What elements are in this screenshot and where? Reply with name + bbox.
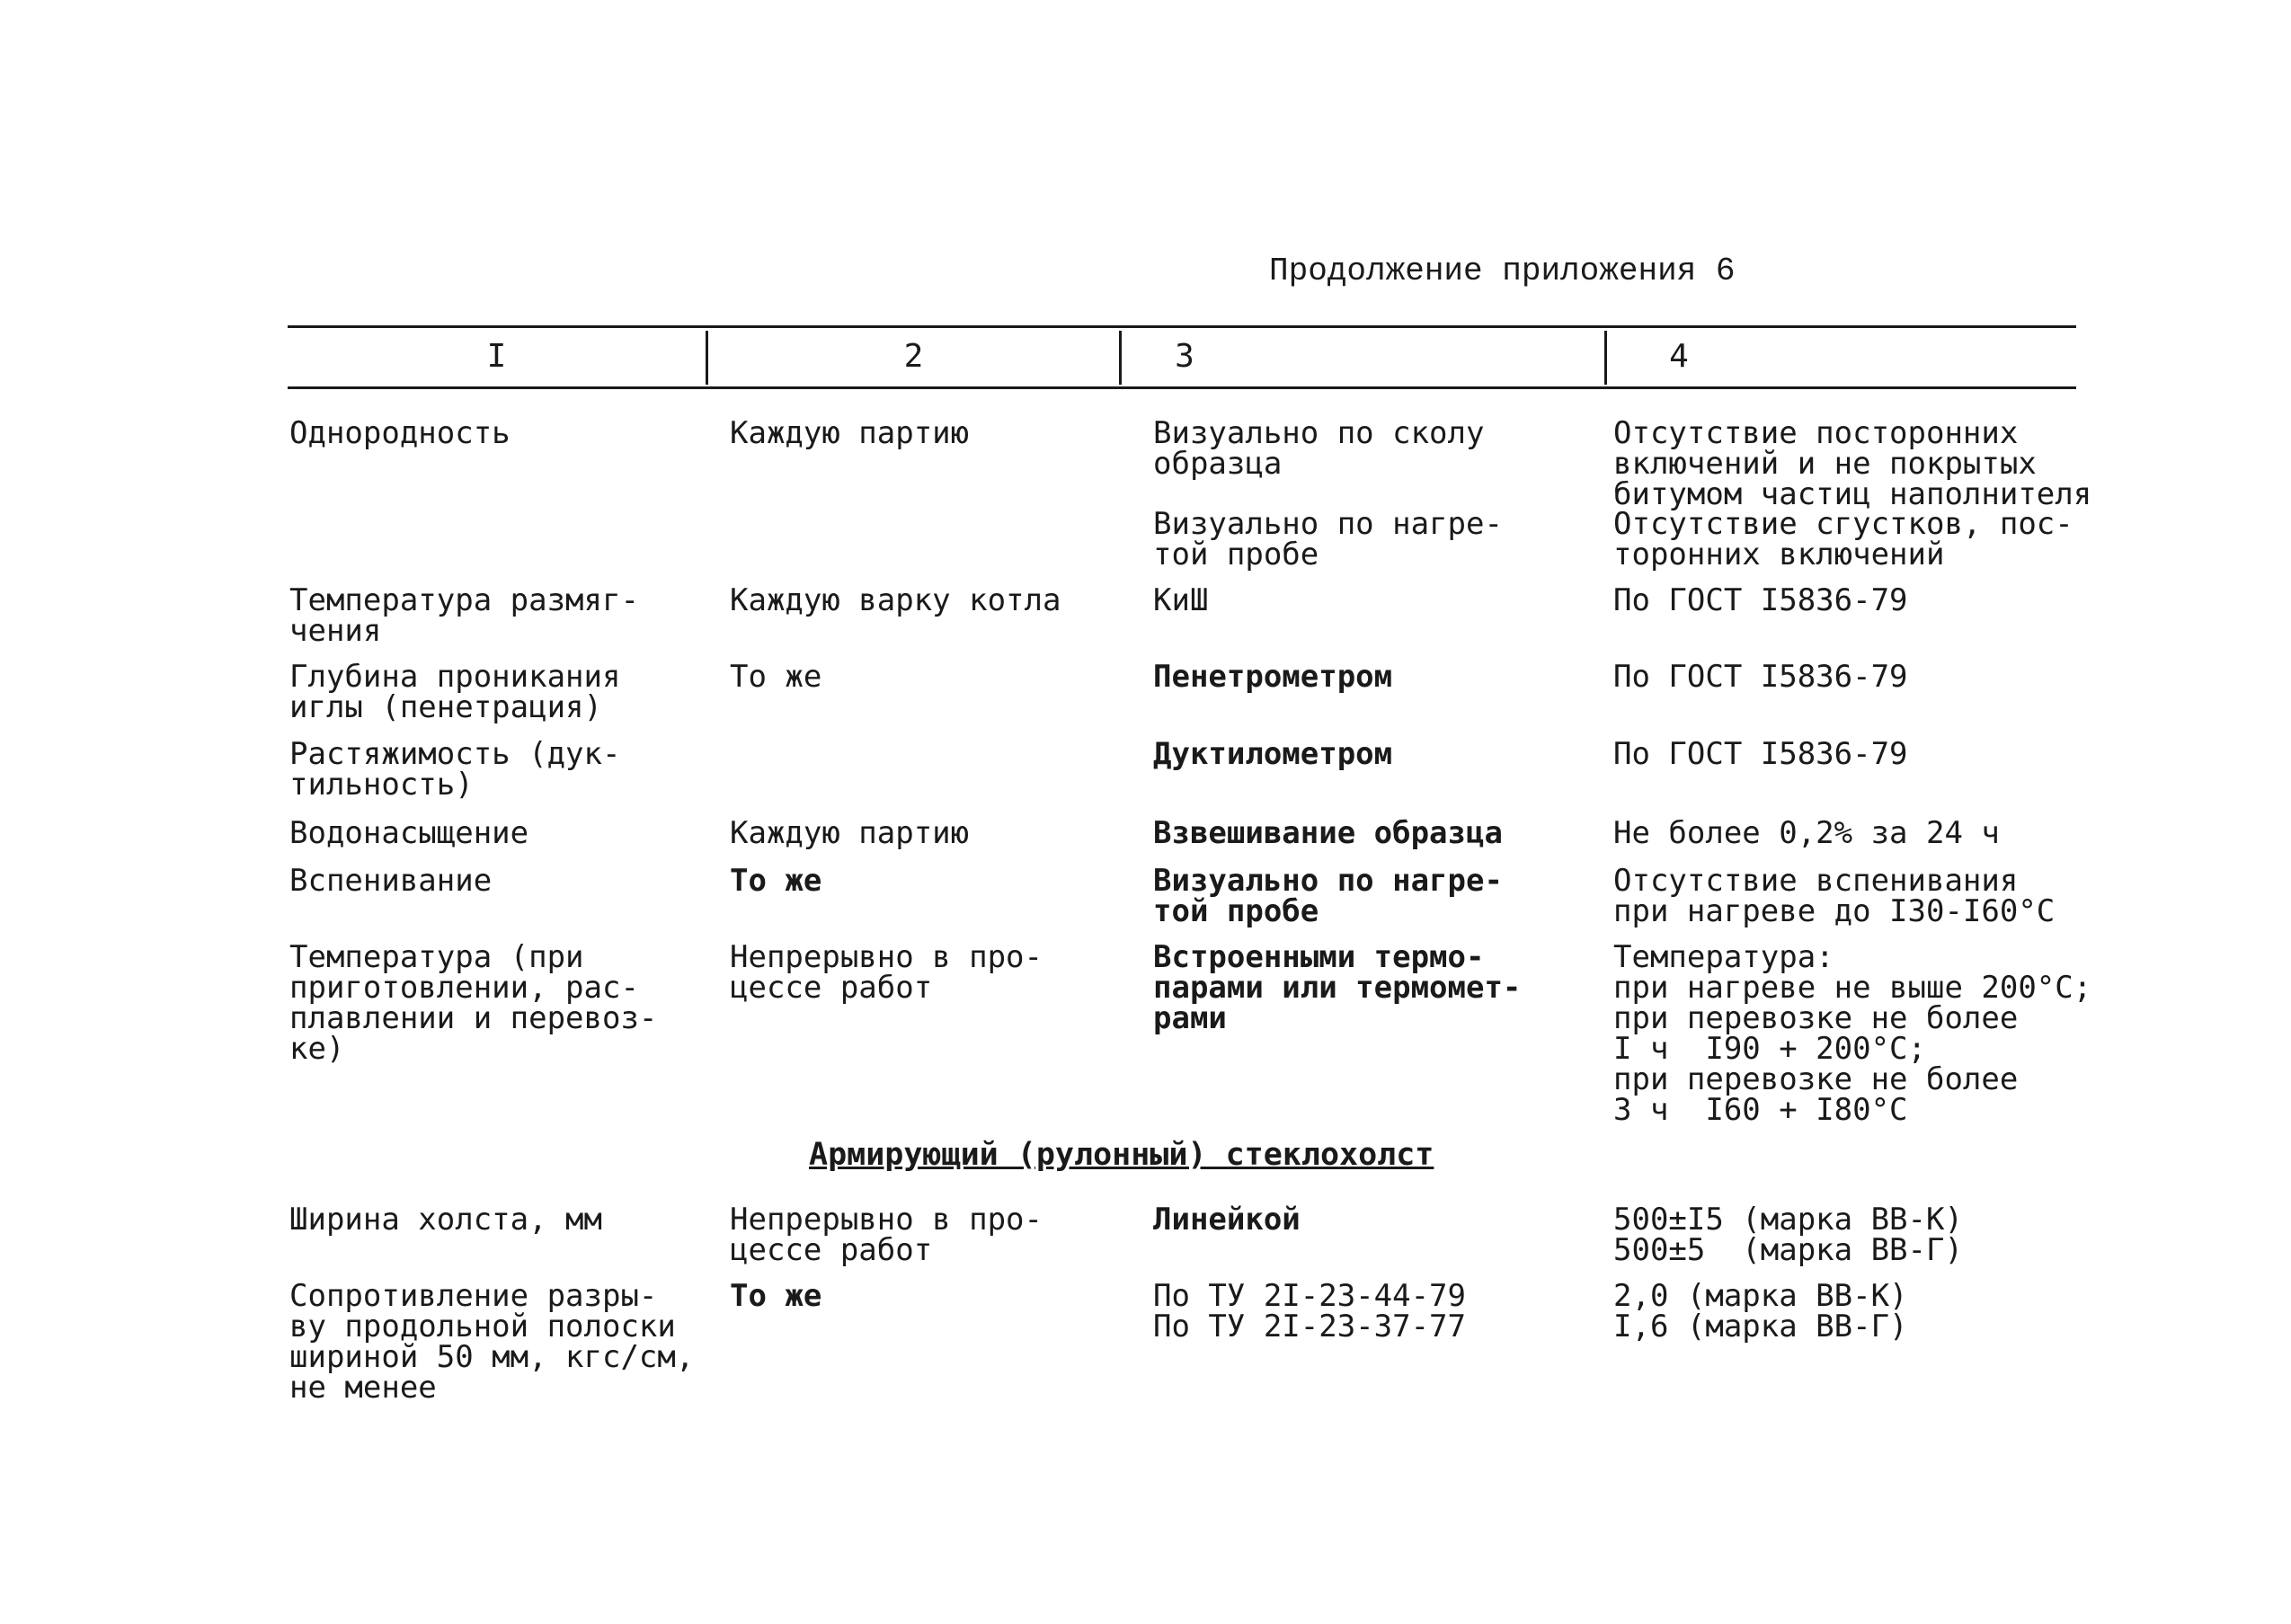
header-col-4: 4 — [1669, 338, 1689, 375]
row-5-col-1: Водонасыщение — [289, 815, 529, 851]
row-4-col-3: Дуктилометром — [1153, 736, 1393, 772]
row-2-col-4: По ГОСТ I5836-79 — [1613, 582, 1908, 618]
row-7-col-2: Непрерывно в про- цессе работ — [730, 939, 1043, 1006]
row-5-col-4: Не более 0,2% за 24 ч — [1613, 815, 2000, 851]
row2-1-col-2: То же — [730, 1278, 822, 1314]
row2-0-col-1: Ширина холста, мм — [289, 1202, 602, 1238]
row-7-col-1: Температура (при приготовлении, рас- плавлении и перевоз- ке) — [289, 939, 658, 1067]
row-3-col-4: По ГОСТ I5836-79 — [1613, 659, 1908, 695]
header-col-3: 3 — [1175, 338, 1194, 375]
row2-1-col-1: Сопротивление разры- ву продольной полоски шириной 50 мм, кгс/см, не менее — [289, 1278, 695, 1406]
header-bottom-rule — [288, 386, 2076, 389]
row-0-col-2: Каждую партию — [730, 415, 970, 451]
row-2-col-2: Каждую варку котла — [730, 582, 1061, 618]
row-6-col-1: Вспенивание — [289, 863, 493, 899]
row-7-col-4: Температура: при нагреве не выше 200°C; при перевозке не более I ч I90 + 200°C; при перевозке не более 3 ч I60 + I80°C — [1613, 939, 2092, 1128]
row-6-col-2: То же — [730, 863, 822, 899]
header-col-2: 2 — [903, 338, 924, 375]
row-1-col-3: Визуально по нагре- той пробе — [1153, 506, 1503, 572]
row-0-col-4: Отсутствие посторонних включений и не покрытых битумом частиц наполнителя — [1613, 415, 2092, 512]
row2-0-col-2: Непрерывно в про- цессе работ — [730, 1202, 1043, 1268]
row2-1-col-4: 2,0 (марка ВВ-К) I,6 (марка ВВ-Г) — [1613, 1278, 1908, 1344]
header-col-1: I — [486, 338, 507, 375]
section-title: Армирующий (рулонный) стеклохолст — [809, 1137, 1434, 1173]
row-0-col-1: Однородность — [289, 415, 511, 451]
row-4-col-4: По ГОСТ I5836-79 — [1613, 736, 1908, 772]
page-caption: Продолжение приложения 6 — [1269, 253, 1736, 289]
table-top-rule — [288, 325, 2076, 328]
row2-1-col-3: По ТУ 2I-23-44-79 По ТУ 2I-23-37-77 — [1153, 1278, 1466, 1344]
row2-0-col-4: 500±I5 (марка ВВ-К) 500±5 (марка ВВ-Г) — [1613, 1202, 1963, 1268]
row-2-col-3: КиШ — [1153, 582, 1209, 618]
row-6-col-3: Визуально по нагре- той пробе — [1153, 863, 1503, 929]
row-7-col-3: Встроенными термо- парами или термомет- рами — [1153, 939, 1522, 1036]
row-3-col-1: Глубина проникания иглы (пенетрация) — [289, 659, 621, 725]
row-4-col-1: Растяжимость (дук- тильность) — [289, 736, 621, 803]
row-5-col-3: Взвешивание образца — [1153, 815, 1503, 851]
row-0-col-3: Визуально по сколу образца — [1153, 415, 1485, 482]
row2-0-col-3: Линейкой — [1153, 1202, 1301, 1238]
row-2-col-1: Температура размяг- чения — [289, 582, 639, 649]
row-3-col-3: Пенетрометром — [1153, 659, 1393, 695]
row-5-col-2: Каждую партию — [730, 815, 970, 851]
row-3-col-2: То же — [730, 659, 822, 695]
row-1-col-4: Отсутствие сгустков, пос- торонних включений — [1613, 506, 2073, 572]
row-6-col-4: Отсутствие вспенивания при нагреве до I30-I60°C — [1613, 863, 2056, 929]
